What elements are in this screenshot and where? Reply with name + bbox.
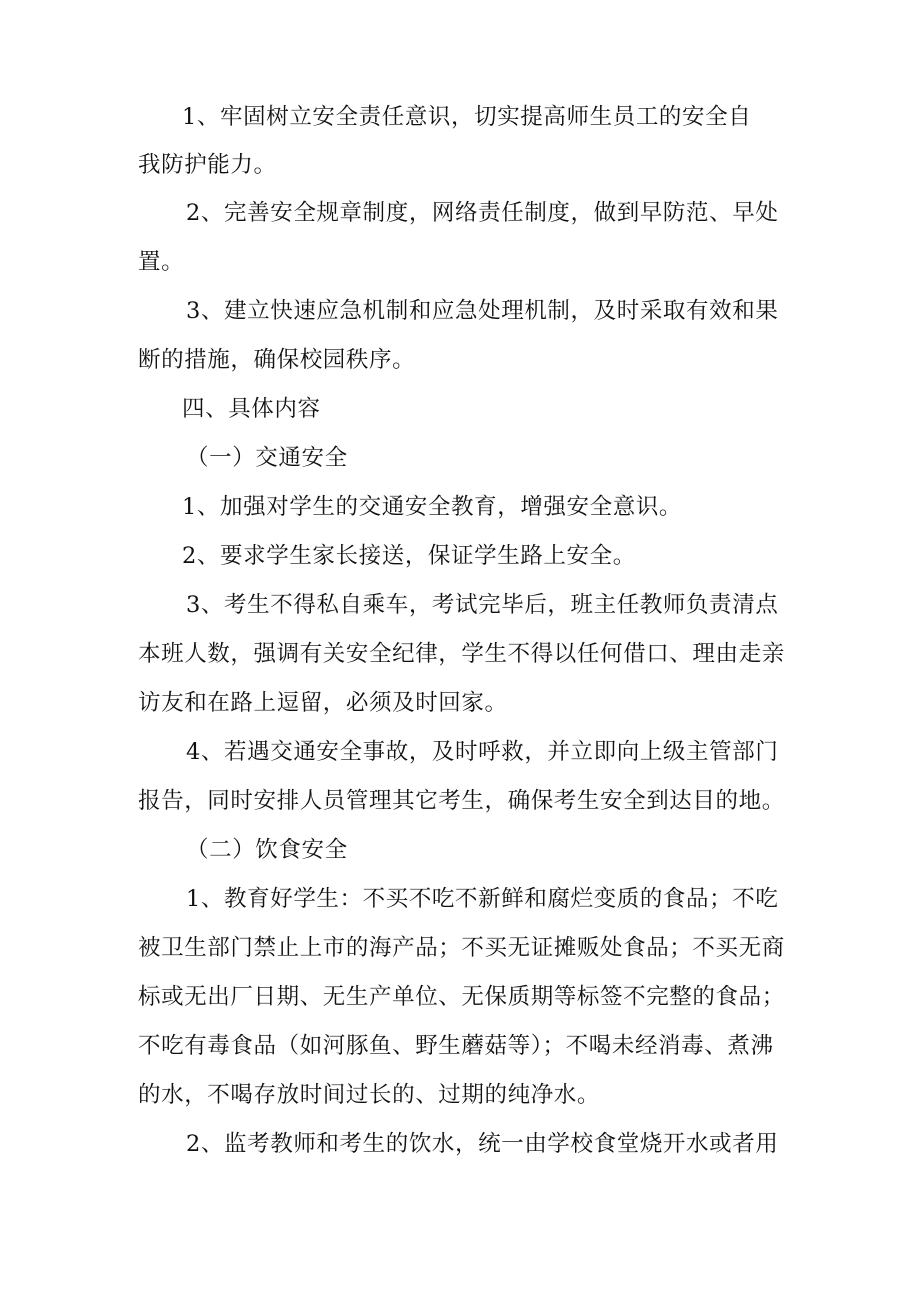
text-line: 我防护能力。 — [138, 152, 277, 178]
text-line: 报告，同时安排人员管理其它考生，确保考生安全到达目的地。 — [138, 788, 785, 814]
text-line: 断的措施，确保校园秩序。 — [138, 347, 416, 373]
text-line: 2、监考教师和考生的饮水，统一由学校食堂烧开水或者用 — [186, 1131, 779, 1157]
text-line: 置。 — [138, 249, 185, 275]
text-line: 3、考生不得私自乘车，考试完毕后，班主任教师负责清点 — [186, 592, 779, 618]
text-line: 3、建立快速应急机制和应急处理机制，及时采取有效和果 — [186, 298, 779, 324]
text-line: 2、要求学生家长接送，保证学生路上安全。 — [182, 543, 636, 569]
subsection-heading: （二）饮食安全 — [186, 837, 348, 863]
text-line: 本班人数，强调有关安全纪律，学生不得以任何借口、理由走亲 — [138, 641, 785, 667]
text-line: 2、完善安全规章制度，网络责任制度，做到早防范、早处 — [186, 200, 779, 226]
text-line: 的水，不喝存放时间过长的、过期的纯净水。 — [138, 1082, 601, 1108]
text-line: 1、教育好学生：不买不吃不新鲜和腐烂变质的食品；不吃 — [186, 886, 779, 912]
text-line: 被卫生部门禁止上市的海产品；不买无证摊贩处食品；不买无商 — [138, 935, 785, 961]
text-line: 标或无出厂日期、无生产单位、无保质期等标签不完整的食品； — [138, 984, 785, 1010]
text-line: 1、牢固树立安全责任意识，切实提高师生员工的安全自 — [182, 104, 752, 130]
text-line: 访友和在路上逗留，必须及时回家。 — [138, 690, 508, 716]
text-line: 1、加强对学生的交通安全教育，增强安全意识。 — [182, 494, 683, 520]
subsection-heading: （一）交通安全 — [186, 445, 348, 471]
text-line: 不吃有毒食品（如河豚鱼、野生蘑菇等）；不喝未经消毒、煮沸 — [138, 1033, 774, 1059]
text-line: 4、若遇交通安全事故，及时呼救，并立即向上级主管部门 — [186, 739, 779, 765]
section-heading: 四、具体内容 — [182, 396, 321, 422]
